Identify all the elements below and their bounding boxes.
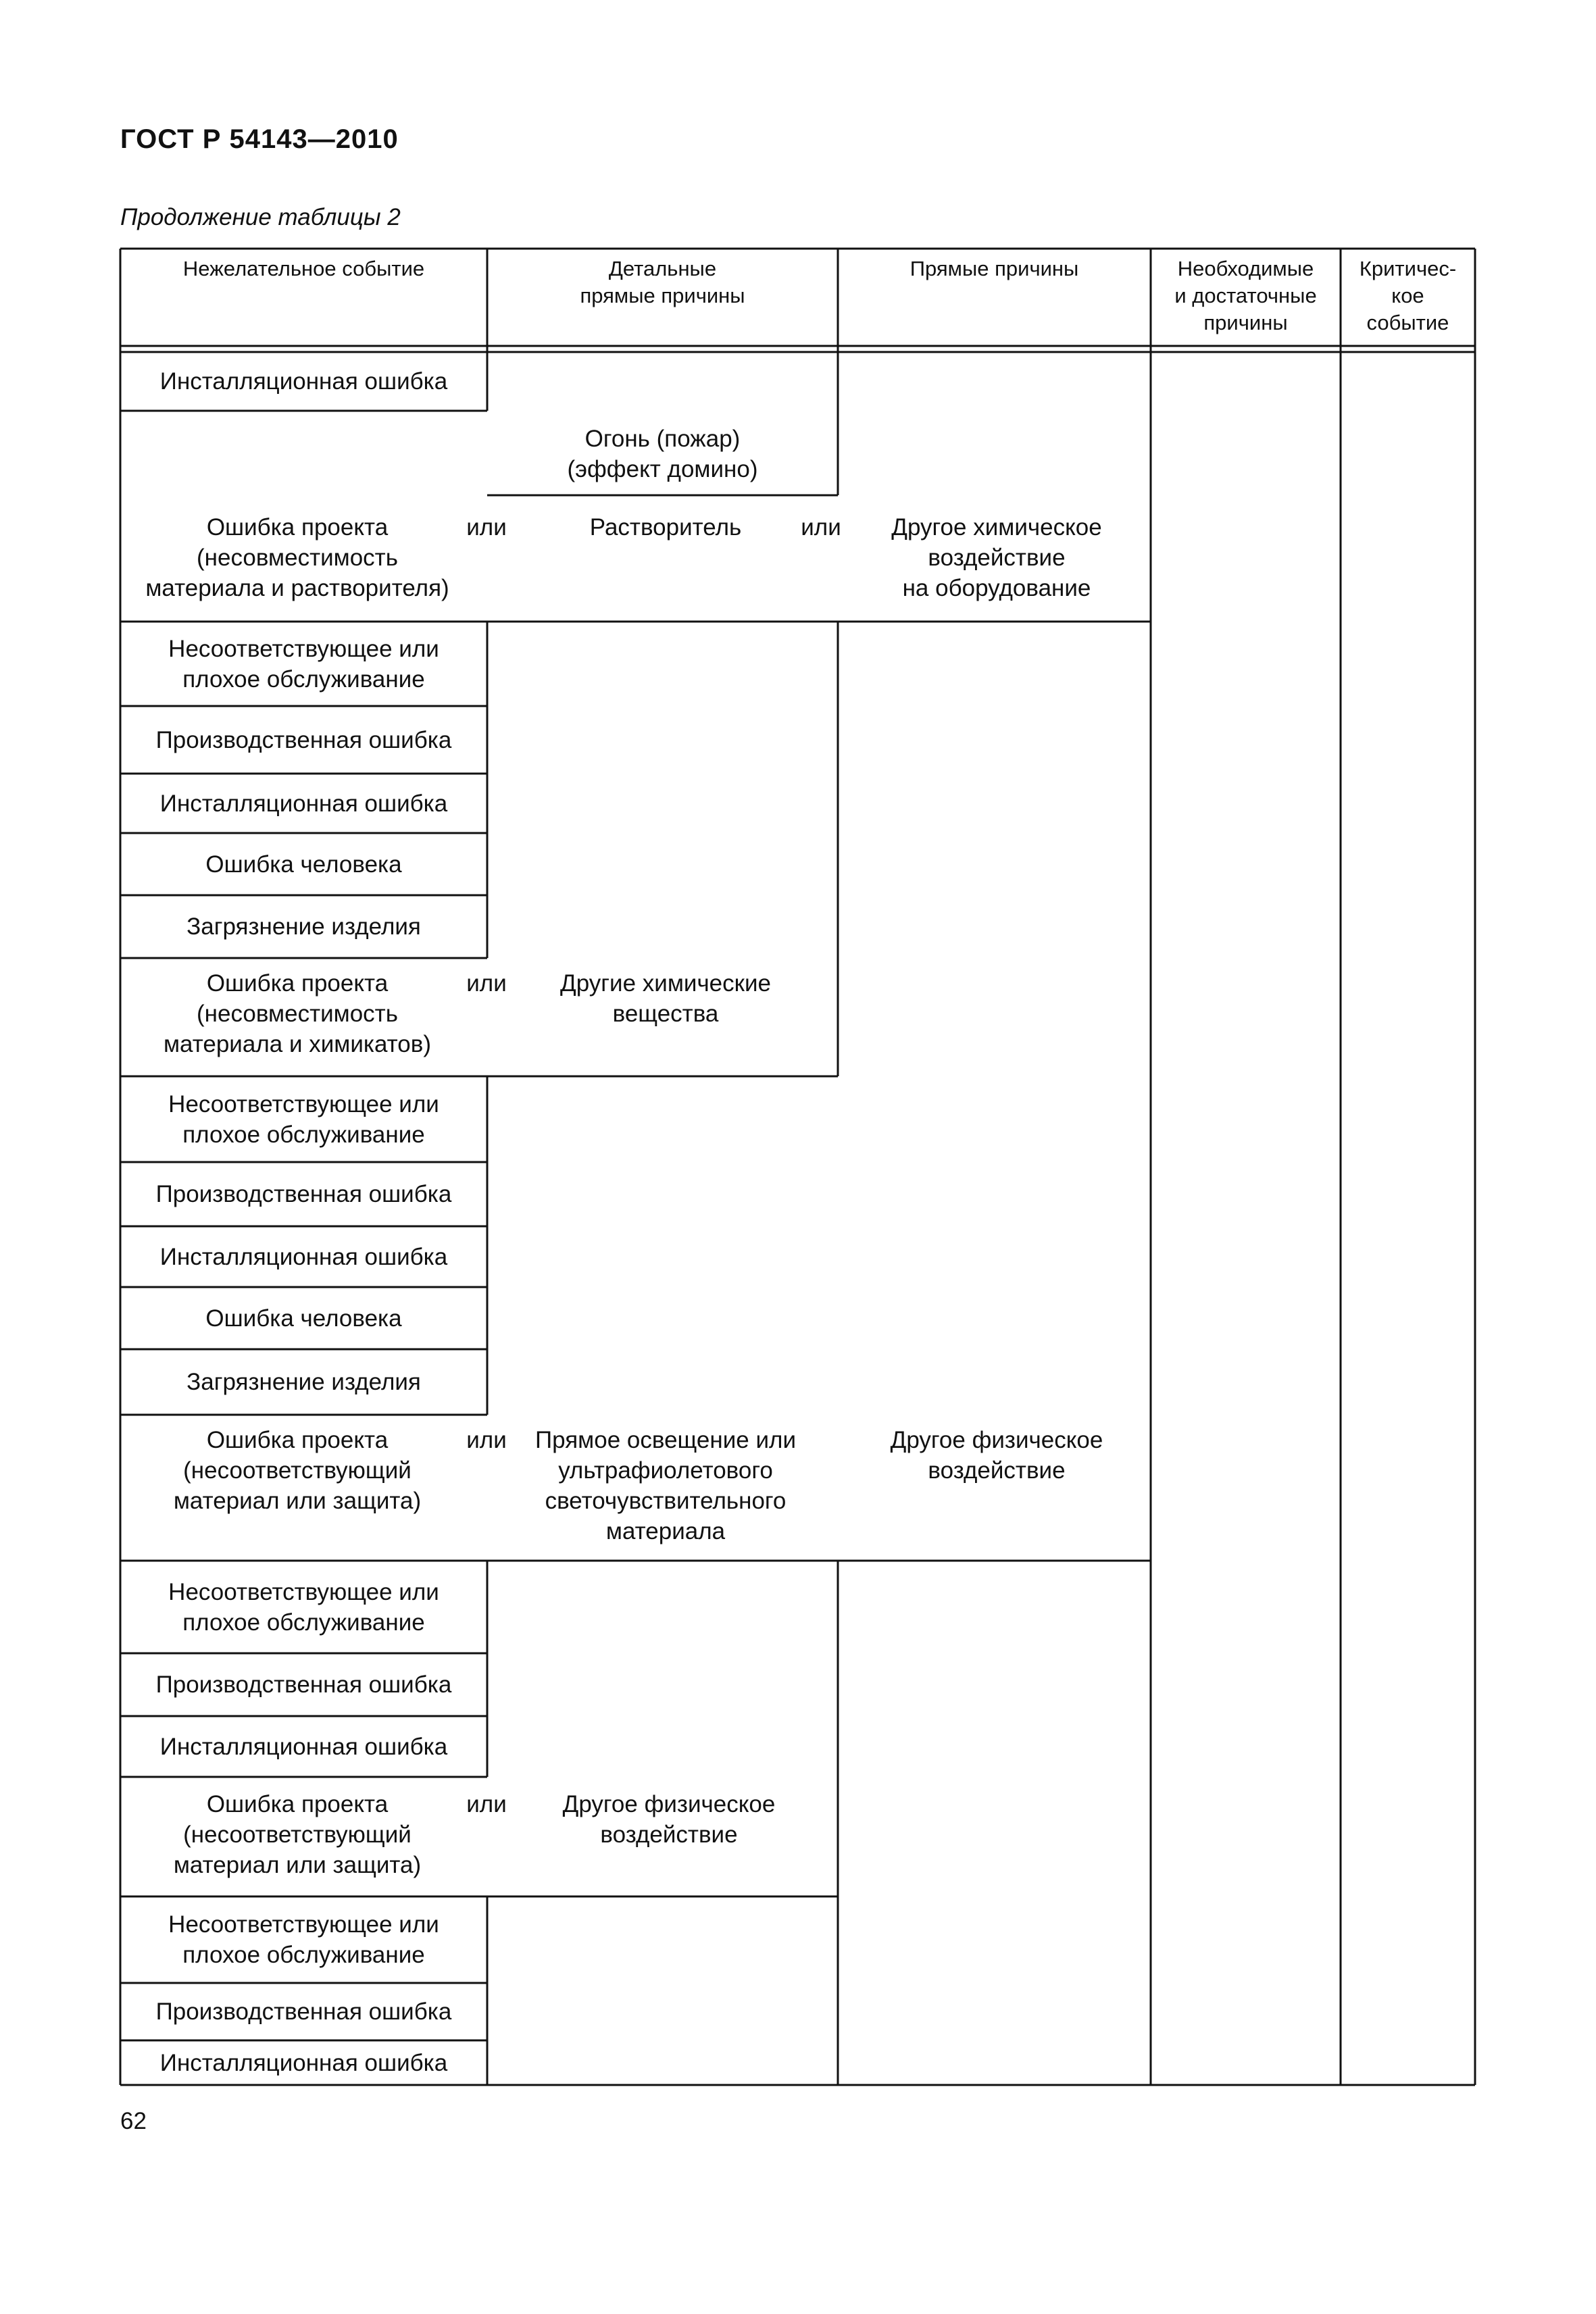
cell-maintenance: Несоответствующее или плохое обслуживание [168,635,439,693]
cell-install-error: Инсталляционная ошибка [159,368,448,395]
cell-install-error: Инсталляционная ошибка [159,1733,448,1760]
cell-other-physical: Другое физическое воздействие [562,1791,776,1848]
header-direct-causes: Прямые причины [909,257,1079,280]
cell-production-error: Производственная ошибка [155,1671,452,1698]
cell-maintenance: Несоответствующее или плохое обслуживание [168,1578,439,1636]
connector-or: или [801,514,841,540]
connector-or: или [466,970,507,997]
cell-maintenance: Несоответствующее или плохое обслуживание [168,1090,439,1148]
document-code: ГОСТ Р 54143—2010 [120,124,399,154]
cell-solvent: Растворитель [589,514,742,540]
cell-product-contamination: Загрязнение изделия [186,913,421,940]
cell-human-error: Ошибка человека [205,851,402,878]
cell-install-error: Инсталляционная ошибка [159,1243,448,1270]
cell-design-error-material-protection: Ошибка проекта (несоответствующий материал или защита) [173,1791,422,1878]
cell-install-error: Инсталляционная ошибка [159,2049,448,2076]
header-critical-event: Критичес- кое событие [1359,257,1457,334]
cell-fire-domino: Огонь (пожар) (эффект домино) [567,425,758,482]
cell-design-error-solvent: Ошибка проекта (несовместимость материала и растворителя) [145,514,449,601]
cell-other-chemicals: Другие химические вещества [560,970,771,1027]
cell-other-chemical-effect: Другое химическое воздействие на оборудование [891,514,1102,601]
connector-or: или [466,514,507,540]
connector-or: или [466,1427,507,1453]
connector-or: или [466,1791,507,1817]
cell-production-error: Производственная ошибка [155,1998,452,2025]
cell-product-contamination: Загрязнение изделия [186,1369,421,1395]
header-detailed-direct-causes: Детальные прямые причины [580,257,745,307]
cell-design-error-chemicals: Ошибка проекта (несовместимость материала и химикатов) [163,970,432,1057]
cell-human-error: Ошибка человека [205,1305,402,1332]
header-undesired-event: Нежелательное событие [182,257,425,280]
cell-production-error: Производственная ошибка [155,726,452,753]
page-number: 62 [120,2108,147,2134]
header-necessary-sufficient-causes: Необходимые и достаточные причины [1174,257,1317,334]
cell-maintenance: Несоответствующее или плохое обслуживание [168,1911,439,1968]
cell-install-error: Инсталляционная ошибка [159,790,448,817]
table-caption: Продолжение таблицы 2 [120,204,401,230]
cell-other-physical-effect: Другое физическое воздействие [890,1427,1103,1484]
cell-uv-light: Прямое освещение или ультрафиолетового светочувствительного материала [535,1427,796,1544]
cell-design-error-material-protection: Ошибка проекта (несоответствующий материал или защита) [173,1427,422,1514]
cell-production-error: Производственная ошибка [155,1181,452,1207]
